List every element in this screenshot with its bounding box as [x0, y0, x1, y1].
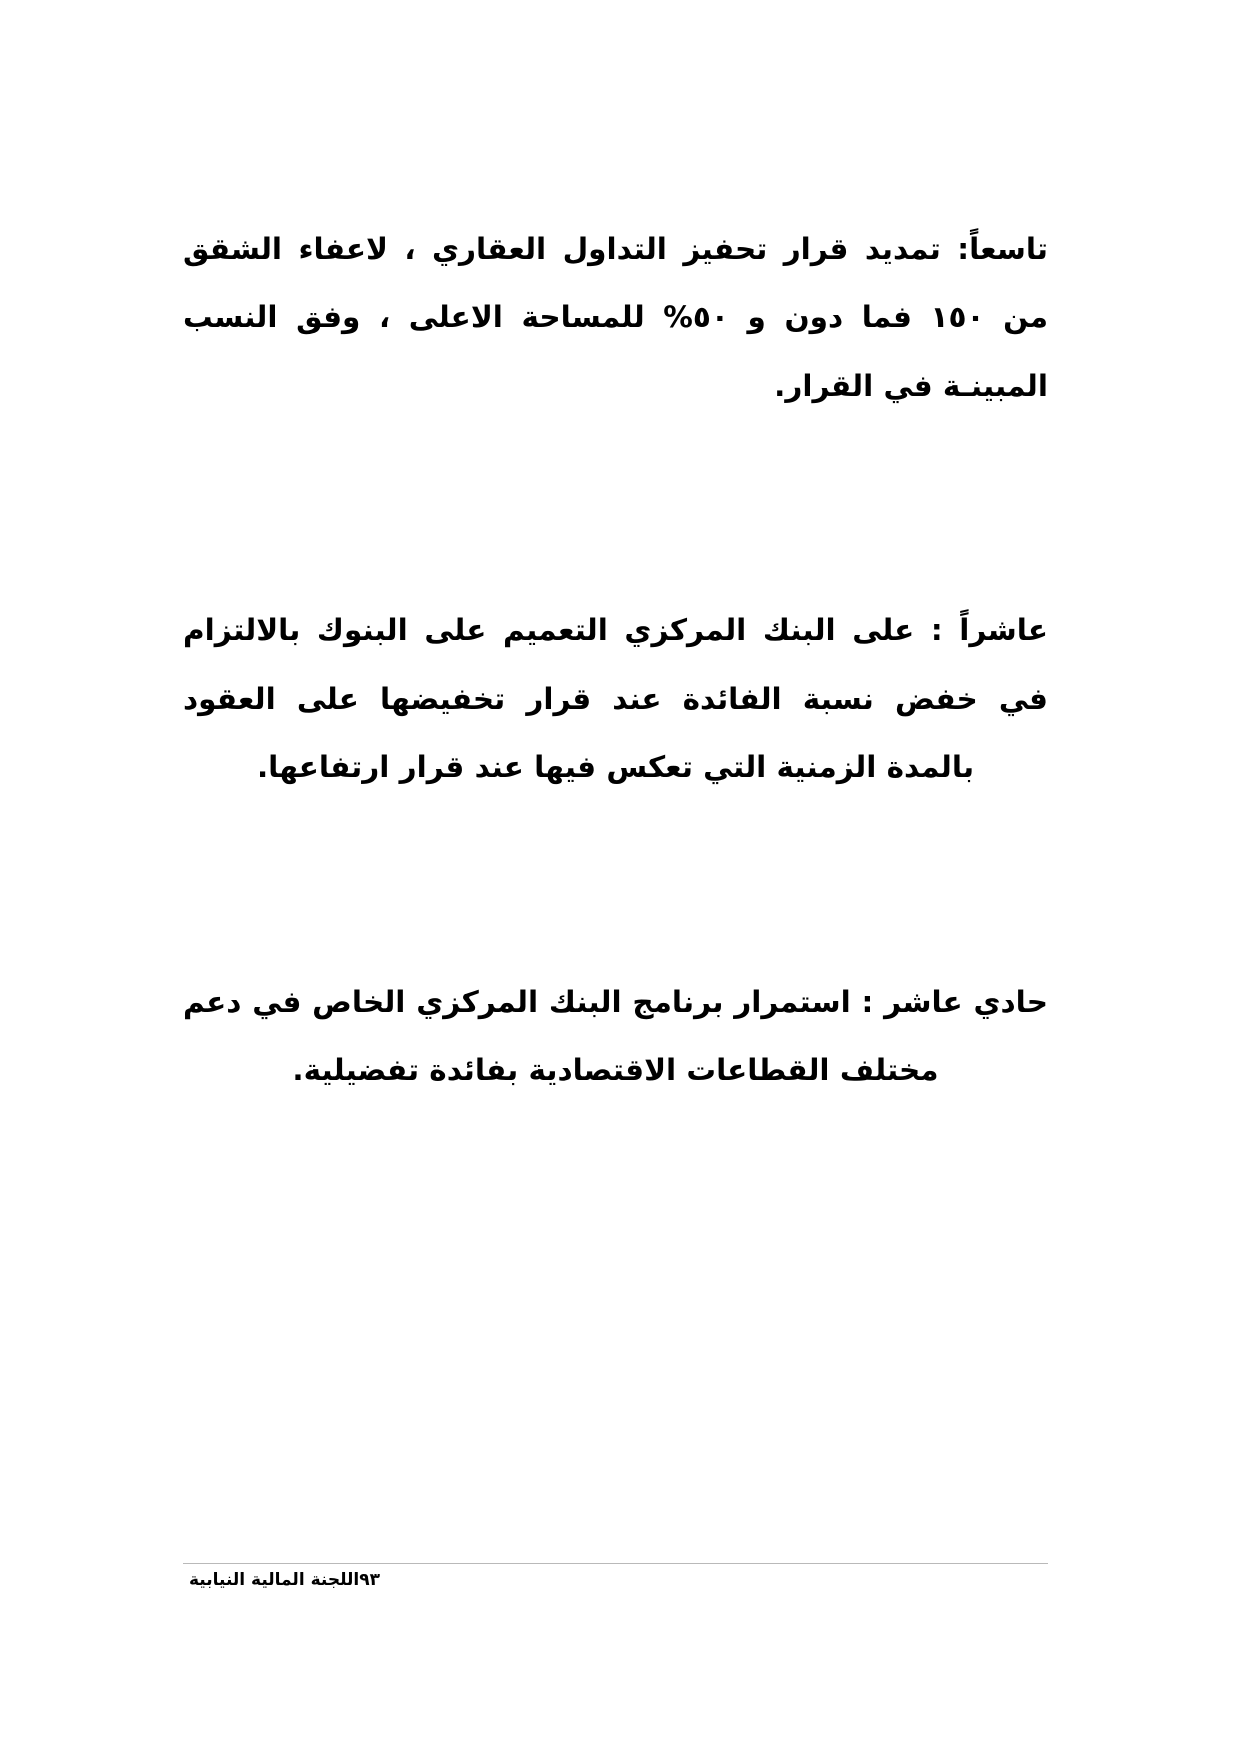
document-body: [183, 215, 1048, 1105]
paragraph-item-ninth: تاسعاً: تمديد قرار تحفيز التداول العقاري ، لاعفاء الشقق من ١٥٠ فما دون و ٥٠% للمساحة الاعلى ، وفق النسب المبينـة في القرار.: [183, 232, 1048, 403]
footer-label: اللجنة المالية النيابية: [189, 1570, 360, 1590]
paragraph-item-eleventh: حادي عاشر : استمرار برنامج البنك المركزي الخاص في دعم مختلف القطاعات الاقتصادية بفائدة تفضيلية.: [183, 984, 1048, 1088]
page-footer: [183, 1563, 1048, 1590]
footer-page-number: ٩٣: [359, 1570, 380, 1590]
footer-divider: [183, 1563, 1048, 1564]
paragraph-item-tenth: عاشراً : على البنك المركزي التعميم على البنوك بالالتزام في خفض نسبة الفائدة عند قرار تخفيضها على العقود بالمدة الزمنية التي تعكس فيها عند قرار ارتفاعها.: [183, 613, 1048, 785]
footer-content: [183, 1570, 1048, 1590]
paragraph-spacer: [183, 420, 1048, 596]
paragraph-spacer: [183, 802, 1048, 968]
